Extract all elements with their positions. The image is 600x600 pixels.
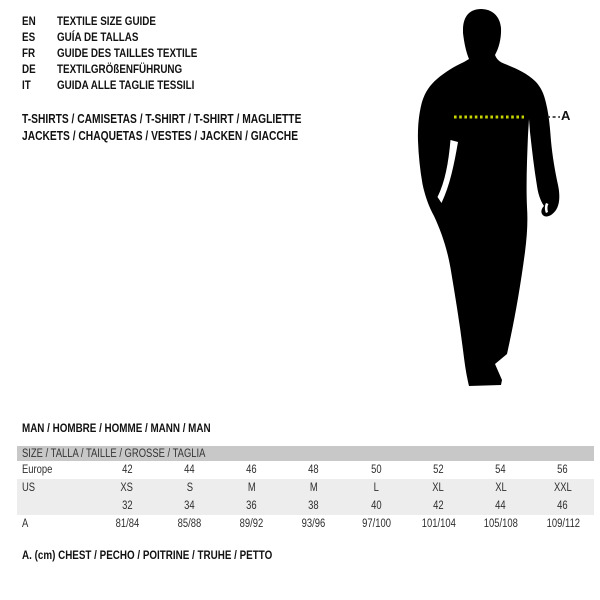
language-code: DE (22, 62, 36, 76)
size-table-header-label: SIZE / TALLA / TAILLE / GRÖSSE / TAGLIA (22, 447, 206, 460)
language-row-en (22, 13, 228, 29)
language-code: IT (22, 78, 31, 92)
size-cell: 56 (557, 464, 569, 476)
section-title-man: MAN / HOMBRE / HOMME / MANN / MAN (22, 421, 211, 435)
size-row-us (17, 479, 594, 497)
chest-footnote: A. (cm) CHEST / PECHO / POITRINE / TRUHE / PETTO (22, 548, 273, 562)
size-cell: 89/92 (239, 518, 264, 530)
measure-label-a: A (561, 108, 571, 123)
size-cell: 93/96 (302, 518, 326, 530)
category-jackets: JACKETS / CHAQUETAS / VESTES / JACKEN / GIACCHE (22, 128, 299, 143)
size-cell: 44 (184, 464, 195, 476)
language-code: ES (22, 30, 36, 44)
size-cell: 42 (121, 464, 133, 476)
size-cell: 42 (433, 500, 444, 512)
size-cell: 85/88 (177, 518, 202, 530)
size-cell: 46 (246, 464, 257, 476)
size-cell: 54 (495, 464, 506, 476)
size-cell: 48 (308, 464, 320, 476)
language-label: GUÍA DE TALLAS (57, 30, 139, 44)
language-code: EN (22, 14, 36, 28)
language-row-es (22, 29, 228, 45)
row-label: A (22, 518, 29, 530)
size-cell: XXL (553, 482, 572, 494)
size-cell: 46 (557, 500, 569, 512)
size-cell: 105/108 (483, 518, 518, 530)
size-row-europe (17, 461, 594, 479)
language-code: FR (22, 46, 36, 60)
size-cell: 50 (370, 464, 382, 476)
size-cell: 52 (433, 464, 444, 476)
size-cell: 81/84 (115, 518, 139, 530)
language-label: TEXTILGRÖßENFÜHRUNG (57, 62, 183, 76)
size-cell: L (373, 482, 379, 494)
size-cell: 44 (495, 500, 506, 512)
size-cell: XS (120, 482, 134, 494)
language-label: TEXTILE SIZE GUIDE (57, 14, 156, 28)
row-label: Europe (22, 464, 53, 476)
size-row-us-numeric (17, 497, 594, 515)
size-cell: 40 (370, 500, 382, 512)
size-table (17, 446, 594, 533)
size-row-chest-cm (17, 515, 594, 533)
size-cell: XL (432, 482, 445, 494)
size-cell: XL (494, 482, 507, 494)
size-cell: 101/104 (421, 518, 456, 530)
size-cell: M (247, 482, 256, 494)
garment-categories (22, 110, 363, 144)
size-cell: 34 (184, 500, 195, 512)
size-cell: 97/100 (361, 518, 391, 530)
size-cell: 32 (121, 500, 133, 512)
language-row-fr (22, 45, 228, 61)
size-cell: M (309, 482, 318, 494)
size-table-header (17, 446, 594, 461)
size-cell: S (186, 482, 193, 494)
language-row-it (22, 77, 228, 93)
language-row-de (22, 61, 228, 77)
size-cell: 38 (308, 500, 320, 512)
language-label: GUIDA ALLE TAGLIE TESSILI (57, 78, 195, 92)
man-silhouette-figure (410, 0, 575, 395)
size-cell: 109/112 (546, 518, 580, 530)
row-label: US (22, 482, 36, 494)
language-list (22, 13, 228, 93)
language-label: GUIDE DES TAILLES TEXTILE (57, 46, 198, 60)
size-cell: 36 (246, 500, 257, 512)
category-tshirts: T-SHIRTS / CAMISETAS / T-SHIRT / T-SHIRT / MAGLIETTE (22, 111, 302, 126)
